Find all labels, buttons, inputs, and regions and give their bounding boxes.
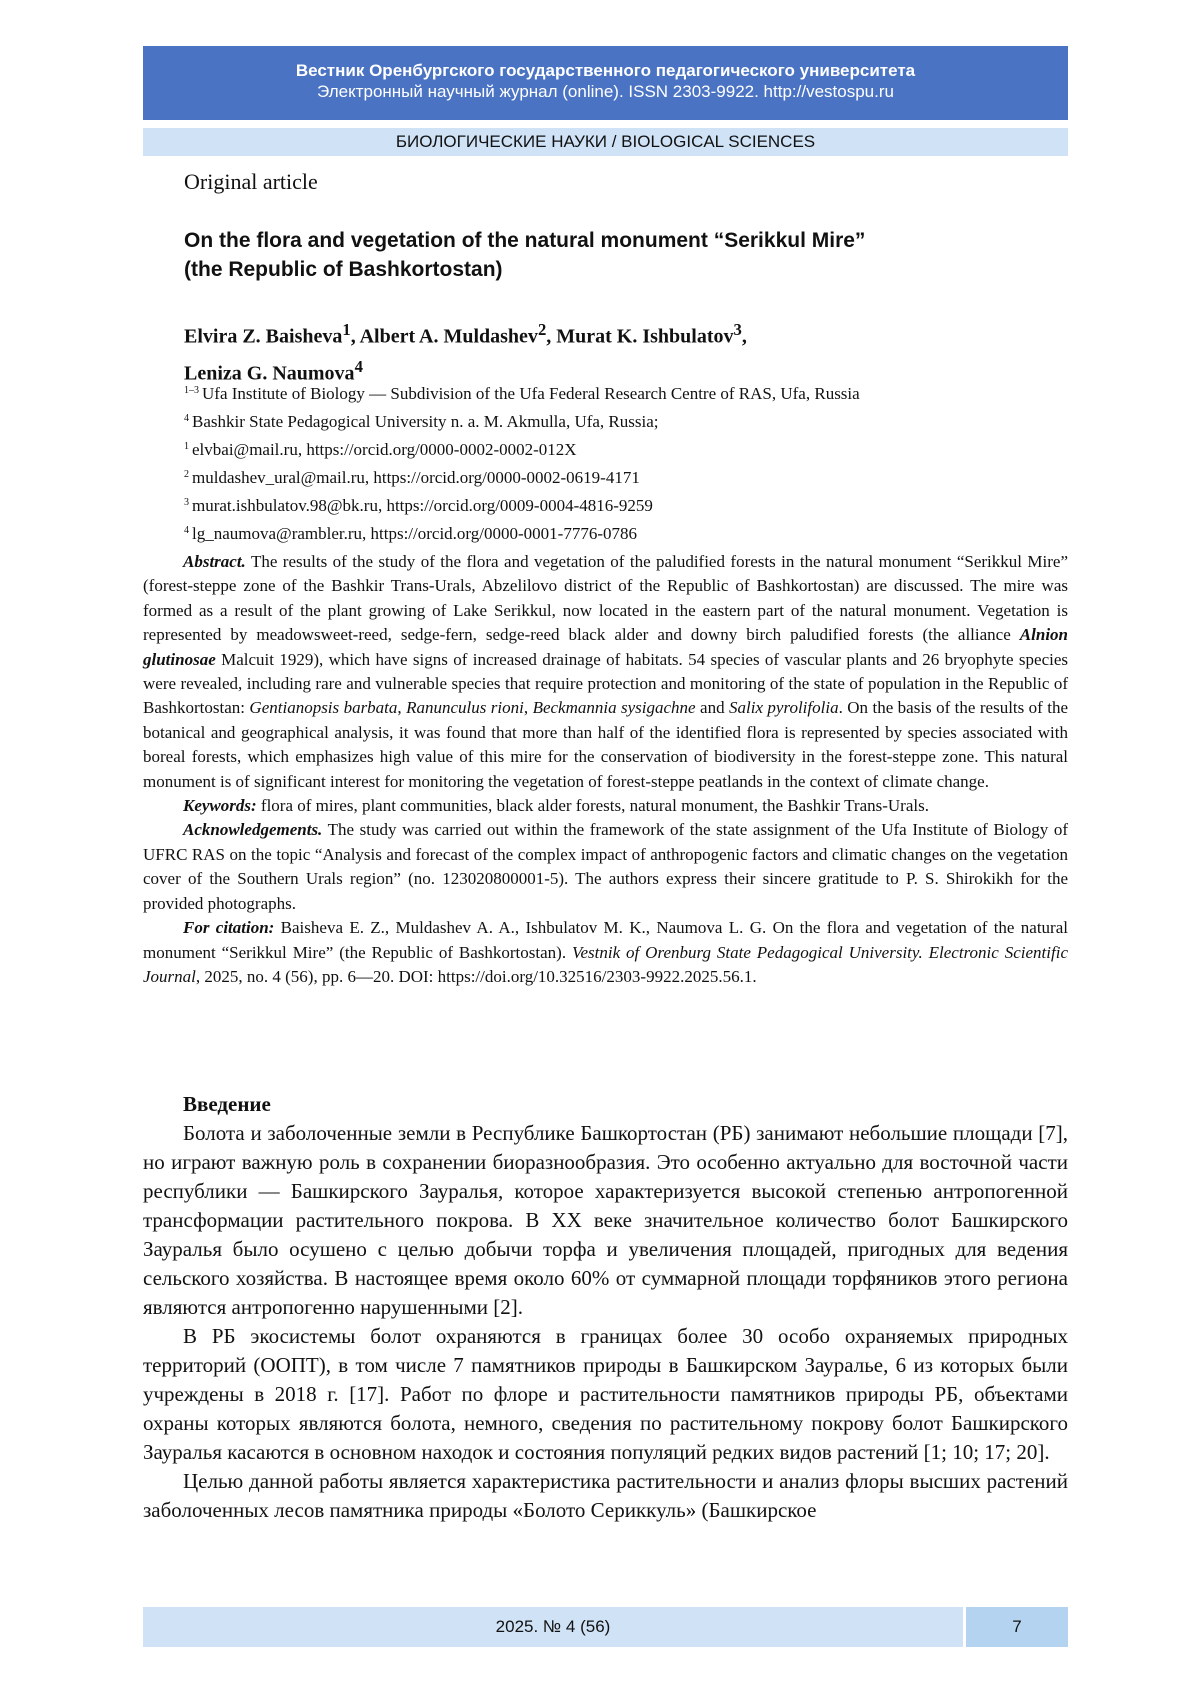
abstract-text: , <box>523 698 533 718</box>
author-sup: 2 <box>537 320 547 339</box>
affiliation-text: Bashkir State Pedagogical University n. a. M. Akmulla, Ufa, Russia; <box>192 412 659 431</box>
species-name: Beckmannia sysigachne <box>532 698 696 718</box>
abstract-text: , <box>397 698 407 718</box>
citation-text: Baisheva E. Z., Muldashev A. A., Ishbulatov M. K., Naumova L. G. On the flora and vegetation of the natural monument “Serikkul Mire” (the Republic of Bashkortostan). <box>143 918 1068 962</box>
citation-journal: Vestnik of Orenburg State Pedagogical University. Electronic Scientific Journal <box>143 942 1068 986</box>
affiliation-list <box>184 378 1064 546</box>
abstract-block <box>143 550 1068 989</box>
body-paragraph: В РБ экосистемы болот охраняются в границах более 30 особо охраняемых природных территорий (ООПТ), в том числе 7 памятников природы в Башкирском Зауралье, 6 из которых были учреждены в 2018 г. [17]. Работ по флоре и растительности памятников природы РБ, объектами охраны которых являются болота, немного, сведения по растительному покрову болот Башкирского Зауралья касаются в основном находок и состояния популяций редких видов растений [1; 10; 17; 20]. <box>143 1324 1068 1464</box>
species-name: Salix pyrolifolia <box>729 698 839 718</box>
affiliation-text: Ufa Institute of Biology — Subdivision of the Ufa Federal Research Centre of RAS, Ufa, Russia <box>202 384 860 403</box>
journal-subtitle: Электронный научный журнал (online). ISSN 2303-9922. http://vestospu.ru <box>317 82 894 101</box>
abstract-text: and <box>695 698 730 718</box>
author-sup: 4 <box>354 356 363 376</box>
affiliation-email[interactable]: elvbai@mail.ru, https://orcid.org/0000-0002-0002-012X <box>192 440 577 459</box>
keywords-paragraph <box>143 794 1068 818</box>
affiliation-email[interactable]: murat.ishbulatov.98@bk.ru, https://orcid.org/0009-0004-4816-9259 <box>192 496 653 515</box>
article-title <box>184 226 1044 284</box>
affiliation-email[interactable]: muldashev_ural@mail.ru, https://orcid.org/0000-0002-0619-4171 <box>192 468 640 487</box>
journal-title: Вестник Оренбургского государственного педагогического университета <box>295 61 916 80</box>
keywords-label: Keywords: <box>183 796 257 816</box>
author-sup: 1 <box>342 320 351 339</box>
article-title-line: On the flora and vegetation of the natural monument “Serikkul Mire” <box>184 229 866 252</box>
affiliation-sup: 3 <box>184 497 189 508</box>
abstract-label: Abstract. <box>183 552 246 571</box>
affiliation-email[interactable]: lg_naumova@rambler.ru, https://orcid.org/0000-0001-7776-0786 <box>192 524 637 543</box>
body-paragraph: Целью данной работы является характеристика растительности и анализ флоры высших растений заболоченных лесов памятника природы «Болото Сериккуль» (Башкирское <box>143 1469 1068 1522</box>
acknowledgements-paragraph <box>143 818 1068 916</box>
author-line <box>184 315 1044 352</box>
author-sup: 3 <box>733 320 742 339</box>
abstract-paragraph <box>143 550 1068 794</box>
article-type: Original article <box>184 169 318 194</box>
abstract-text: Malcuit 1929), which have signs of increased drainage of habitats. 54 species of vascular plants and 26 bryophyte species were revealed, including rare and vulnerable species that require protection and monitoring of the state of population in the Republic of Bashkortostan: <box>143 649 1068 718</box>
author-separator: , <box>741 325 747 348</box>
citation-tail[interactable]: , 2025, no. 4 (56), pp. 6—20. DOI: https://doi.org/10.32516/2303-9922.2025.56.1. <box>195 966 757 986</box>
affiliation-item <box>184 490 1064 518</box>
affiliation-sup: 2 <box>184 469 189 480</box>
alliance-name: Alnion glutinosae <box>143 625 1068 669</box>
citation-paragraph <box>143 916 1068 989</box>
article-title-line: (the Republic of Bashkortostan) <box>184 258 503 281</box>
body-paragraph: Болота и заболоченные земли в Республике Башкортостан (РБ) занимают небольшие площади [7], но играют важную роль в сохранении биоразнообразия. Это особенно актуально для восточной части республики — Башкирского Зауралья, которое характеризуется высокой степенью антропогенной трансформации растительного покрова. В XX веке значительное количество болот Башкирского Зауралья было осушено с целью добычи торфа и увеличения площадей, пригодных для ведения сельского хозяйства. В настоящее время около 60% от суммарной площади торфяников этого региона являются антропогенно нарушенными [2]. <box>143 1121 1068 1319</box>
affiliation-sup: 4 <box>184 413 189 424</box>
journal-header <box>143 46 1068 120</box>
author-name: Murat K. Ishbulatov <box>556 325 734 348</box>
species-name: Ranunculus rioni <box>406 698 524 718</box>
introduction-section <box>143 1090 1068 1525</box>
keywords-text: flora of mires, plant communities, black alder forests, natural monument, the Bashkir Trans-Urals. <box>256 796 929 816</box>
affiliation-sup: 1 <box>184 441 189 452</box>
abstract-text: . On the basis of the results of the botanical and geographical analysis, it was found that more than half of the identified flora is represented by species associated with boreal forests, which emphasizes high value of this mire for the conservation of biodiversity in the forest-steppe zone. This natural monument is of significant interest for monitoring the vegetation of forest-steppe peatlands in the context of climate change. <box>143 698 1069 791</box>
affiliation-item <box>184 462 1064 490</box>
species-name: Gentianopsis barbata <box>249 698 398 718</box>
section-heading: Введение <box>183 1092 271 1116</box>
citation-label: For citation: <box>183 918 275 938</box>
author-name: Albert A. Muldashev <box>359 325 538 348</box>
acknowledgements-text: The study was carried out within the framework of the state assignment of the Ufa Institute of Biology of UFRC RAS on the topic “Analysis and forecast of the complex impact of anthropogenic factors and climatic changes on the vegetation cover of the Southern Urals region” (no. 123020800001-5). The authors express their sincere gratitude to P. S. Shirokikh for the provided photographs. <box>143 820 1068 913</box>
author-separator: , <box>546 325 557 348</box>
affiliation-item <box>184 378 1064 406</box>
author-name: Elvira Z. Baisheva <box>184 325 343 348</box>
page-number: 7 <box>966 1607 1068 1647</box>
affiliation-item <box>184 406 1064 434</box>
section-banner: БИОЛОГИЧЕСКИЕ НАУКИ / BIOLOGICAL SCIENCES <box>143 128 1068 156</box>
affiliation-item <box>184 434 1064 462</box>
author-separator: , <box>350 325 360 348</box>
affiliation-sup: 1–3 <box>184 385 199 396</box>
acknowledgements-label: Acknowledgements. <box>183 820 323 840</box>
author-name: Leniza G. Naumova <box>184 362 355 385</box>
affiliation-sup: 4 <box>184 525 189 536</box>
abstract-text: The results of the study of the flora and vegetation of the paludified forests in the natural monument “Serikkul Mire” (forest-steppe zone of the Bashkir Trans-Urals, Abzelilovo district of the Republic of Bashkortostan) are discussed. The mire was formed as a result of the plant growing of Lake Serikkul, now located in the eastern part of the natural monument. Vegetation is represented by meadowsweet-reed, sedge-fern, sedge-reed black alder and downy birch paludified forests (the alliance <box>143 552 1068 645</box>
affiliation-item <box>184 518 1064 546</box>
footer-issue: 2025. № 4 (56) <box>143 1607 963 1647</box>
